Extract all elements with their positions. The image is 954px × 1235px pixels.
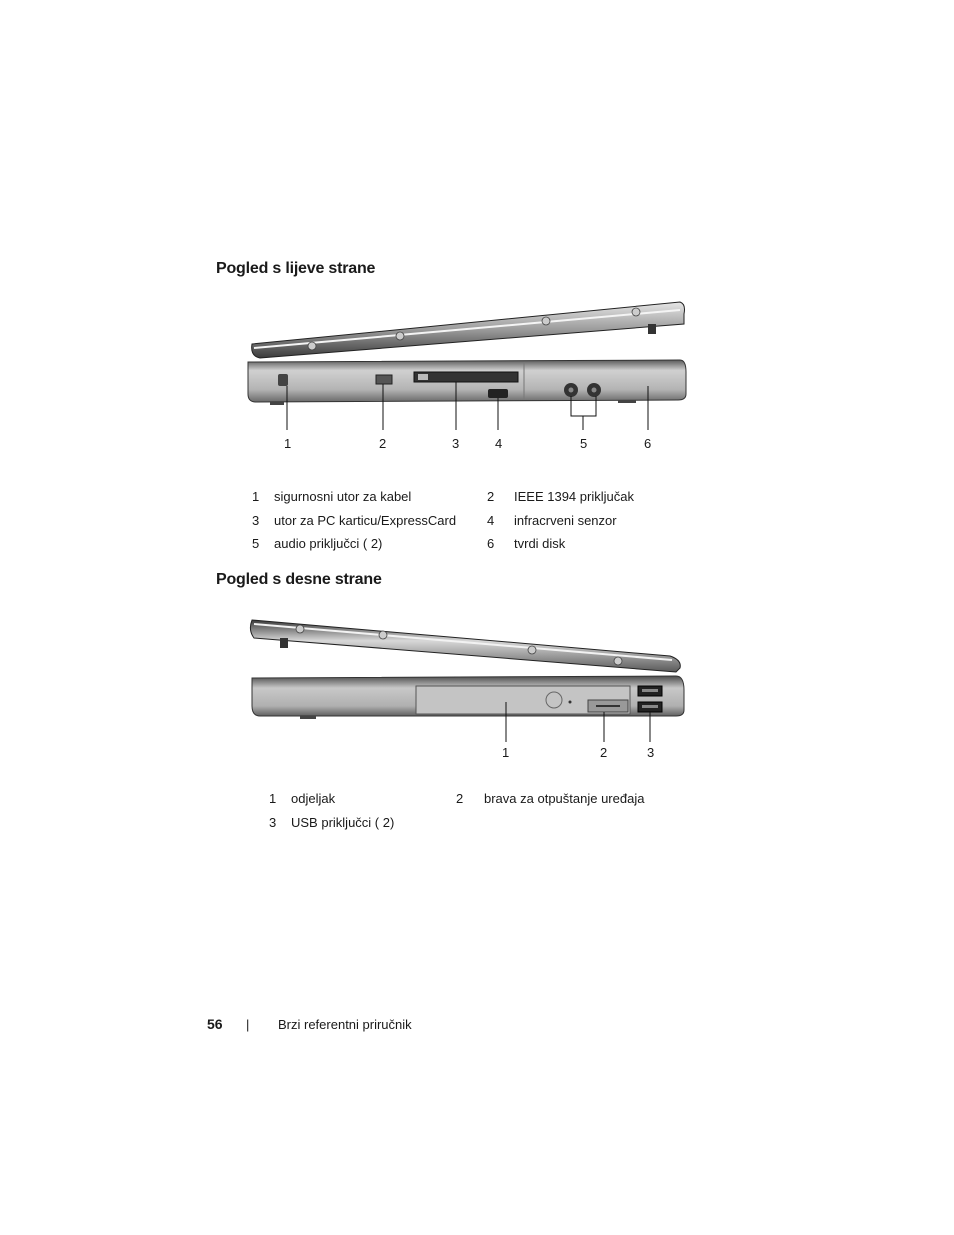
section-title-right-view: Pogled s desne strane (216, 571, 382, 588)
laptop-left-side-image (240, 296, 690, 466)
legend-num: 2 (487, 489, 495, 504)
legend-label: brava za otpuštanje uređaja (484, 791, 645, 806)
legend-label: USB priključci ( 2) (291, 815, 395, 830)
legend-num: 2 (456, 791, 464, 806)
legend-label: utor za PC karticu/ExpressCard (274, 513, 457, 528)
legend-num: 4 (487, 513, 495, 528)
callout-6: 6 (644, 436, 652, 451)
legend-label: odjeljak (291, 791, 336, 806)
callout-2: 2 (600, 745, 608, 760)
footer-separator: | (246, 1017, 250, 1032)
callout-1: 1 (502, 745, 510, 760)
legend-num: 1 (252, 489, 260, 504)
callout-3: 3 (452, 436, 460, 451)
footer-doc-title: Brzi referentni priručnik (278, 1017, 412, 1032)
legend-label: IEEE 1394 priključak (514, 489, 634, 504)
legend-label: audio priključci ( 2) (274, 536, 383, 551)
callout-2: 2 (379, 436, 387, 451)
page-number: 56 (207, 1016, 223, 1032)
legend-label: sigurnosni utor za kabel (274, 489, 412, 504)
legend-num: 3 (252, 513, 260, 528)
callout-3: 3 (647, 745, 655, 760)
legend-label: tvrdi disk (514, 536, 566, 551)
legend-num: 1 (269, 791, 277, 806)
callout-4: 4 (495, 436, 503, 451)
section-title-left-view: Pogled s lijeve strane (216, 260, 376, 277)
legend-num: 5 (252, 536, 260, 551)
legend-num: 6 (487, 536, 495, 551)
legend-label: infracrveni senzor (514, 513, 617, 528)
legend-num: 3 (269, 815, 277, 830)
callout-1: 1 (284, 436, 292, 451)
laptop-right-side-image (240, 610, 690, 760)
callout-5: 5 (580, 436, 588, 451)
